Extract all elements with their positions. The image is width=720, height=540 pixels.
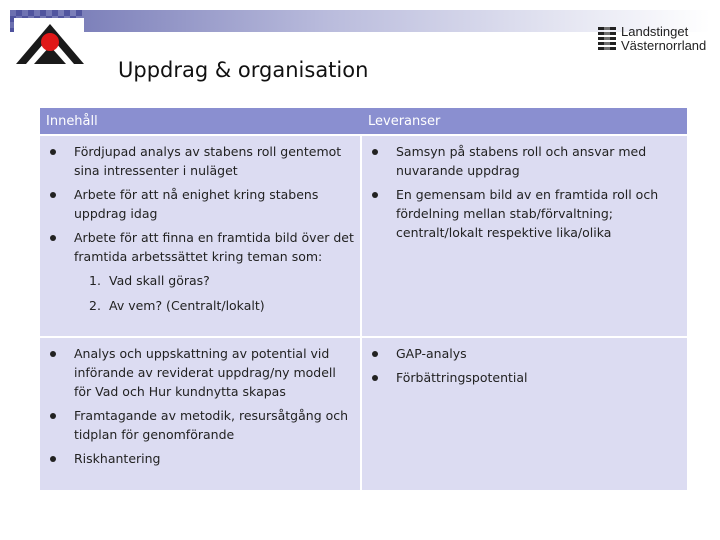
bullet-icon xyxy=(50,235,56,241)
list-item xyxy=(46,344,354,401)
brand-logo xyxy=(598,24,706,54)
list-item xyxy=(368,185,681,242)
content-table xyxy=(40,108,687,490)
numbered-item-text: Vad skall göras? xyxy=(109,273,210,288)
table-row xyxy=(40,134,687,336)
innehall-cell xyxy=(40,338,362,490)
list-item-text: Analys och uppskattning av potential vid införande av reviderat uppdrag/ny modell för Vad och Hur kundnytta skapas xyxy=(74,346,336,399)
list-item xyxy=(368,368,681,387)
list-item-text: Arbete för att finna en framtida bild över det framtida arbetssättet kring teman som: xyxy=(74,230,354,264)
numbered-item-text: Av vem? (Centralt/lokalt) xyxy=(109,298,265,313)
list-item-text: En gemensam bild av en framtida roll och fördelning mellan stab/förvaltning; centralt/lokalt respektive lika/olika xyxy=(396,187,659,240)
list-item-text: Riskhantering xyxy=(74,451,161,466)
brand-line2: Västernorrland xyxy=(621,38,707,53)
list-item-text: Fördjupad analys av stabens roll gentemot sina intressenter i nuläget xyxy=(74,144,342,178)
list-item-text: Arbete för att nå enighet kring stabens uppdrag idag xyxy=(74,187,319,221)
brand-line1: Landstinget xyxy=(621,24,689,39)
item-number: 1. xyxy=(89,273,101,288)
bullet-icon xyxy=(372,149,378,155)
bullet-icon xyxy=(50,456,56,462)
bullet-icon xyxy=(372,375,378,381)
triangle-logo-icon xyxy=(12,18,86,68)
numbered-item xyxy=(46,296,354,315)
list-item-text: Framtagande av metodik, resursåtgång och tidplan för genomförande xyxy=(74,408,349,442)
numbered-item xyxy=(46,271,354,290)
list-item xyxy=(368,142,681,180)
innehall-cell xyxy=(40,136,362,336)
leveranser-cell xyxy=(362,338,687,490)
landstinget-logo-icon xyxy=(598,26,616,52)
header-leveranser: Leveranser xyxy=(368,113,441,129)
header-innehall: Innehåll xyxy=(46,113,98,129)
list-item xyxy=(46,142,354,180)
bullet-icon xyxy=(372,192,378,198)
bullet-icon xyxy=(372,351,378,357)
table-header xyxy=(40,108,687,134)
bullet-icon xyxy=(50,149,56,155)
list-item xyxy=(46,185,354,223)
bullet-icon xyxy=(50,413,56,419)
leveranser-cell xyxy=(362,136,687,336)
item-number: 2. xyxy=(89,298,101,313)
page-title: Uppdrag & organisation xyxy=(118,58,369,82)
bullet-icon xyxy=(50,351,56,357)
brand-name xyxy=(621,25,706,53)
bullet-icon xyxy=(50,192,56,198)
table-row xyxy=(40,336,687,490)
list-item xyxy=(46,449,354,468)
list-item-text: GAP-analys xyxy=(396,346,467,361)
list-item xyxy=(46,228,354,266)
list-item-text: Förbättringspotential xyxy=(396,370,528,385)
list-item-text: Samsyn på stabens roll och ansvar med nuvarande uppdrag xyxy=(396,144,647,178)
list-item xyxy=(46,406,354,444)
numbered-list xyxy=(46,271,354,315)
list-item xyxy=(368,344,681,363)
